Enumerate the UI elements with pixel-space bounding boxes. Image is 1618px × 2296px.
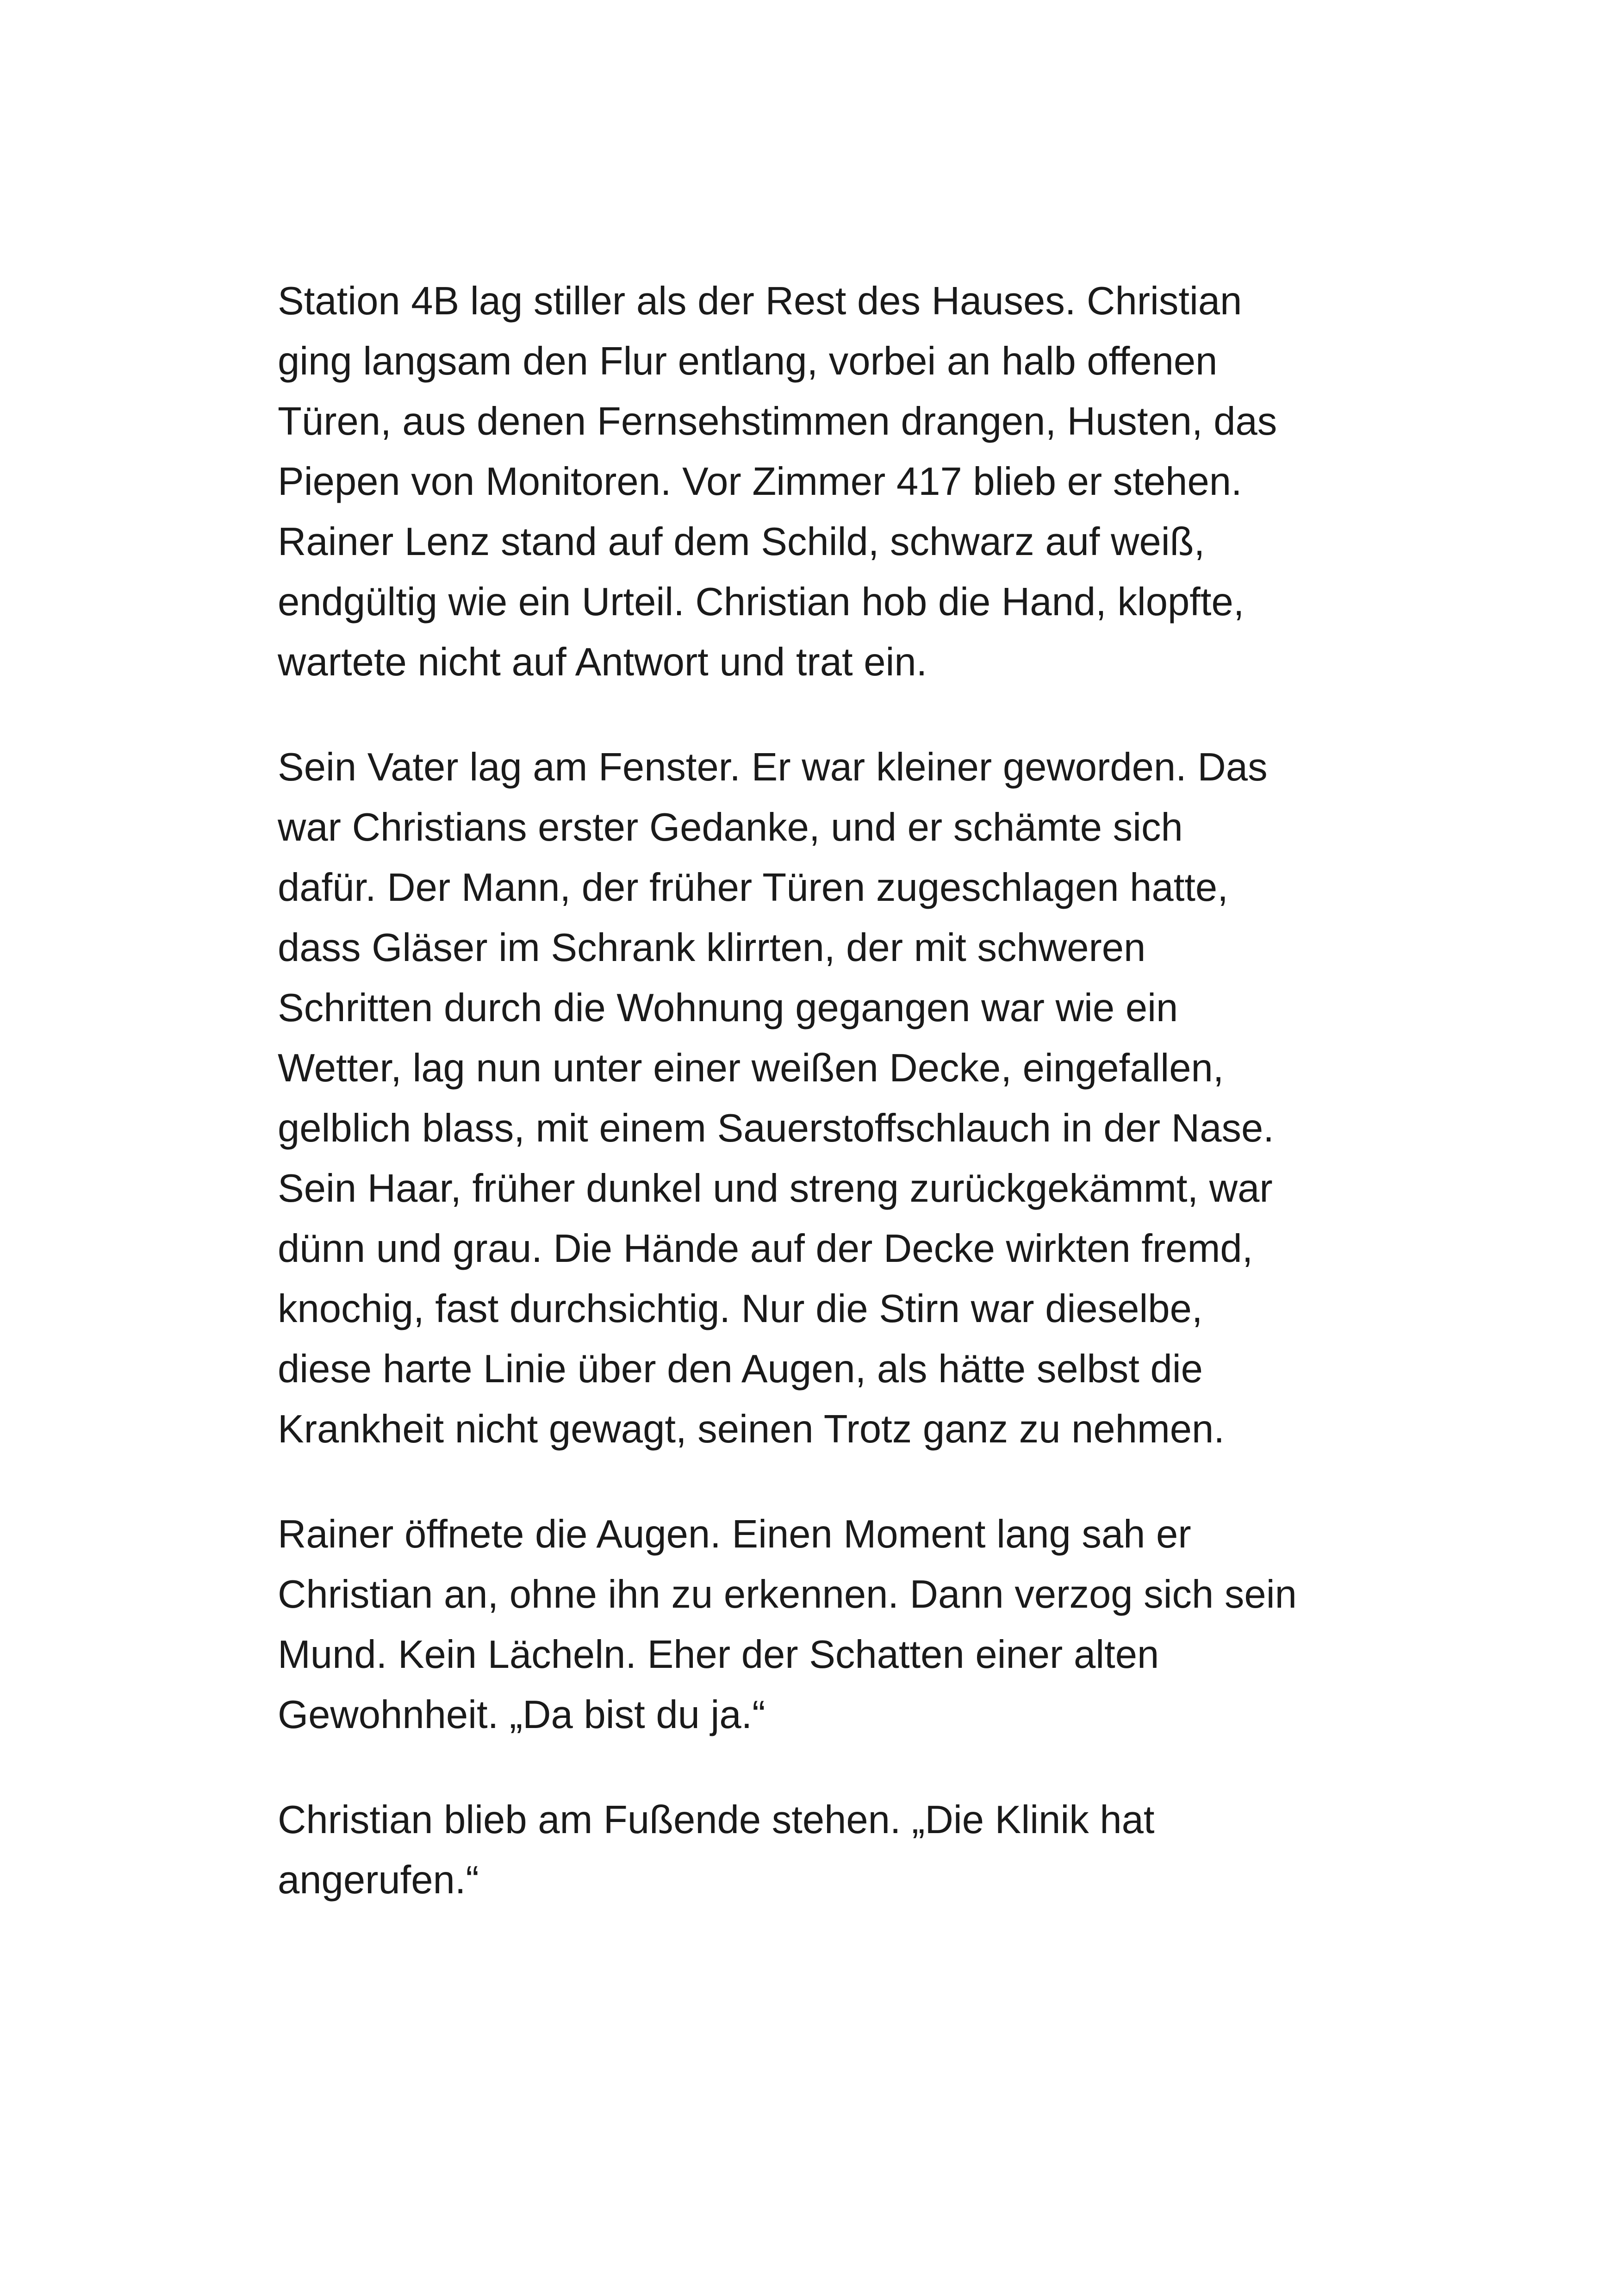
text-line: Gewohnheit. „Da bist du ja.“	[278, 1693, 765, 1737]
text-line: Türen, aus denen Fernsehstimmen drangen, Husten, das	[278, 399, 1277, 443]
text-line: angerufen.“	[278, 1858, 479, 1902]
text-line: Christian an, ohne ihn zu erkennen. Dann verzog sich sein	[278, 1572, 1297, 1616]
text-line: dass Gläser im Schrank klirrten, der mit schweren	[278, 926, 1146, 970]
text-line: dünn und grau. Die Hände auf der Decke wirkten fremd,	[278, 1227, 1253, 1271]
paragraph-3	[278, 1504, 1365, 1745]
text-line: knochig, fast durchsichtig. Nur die Stirn war dieselbe,	[278, 1287, 1203, 1331]
text-line: Christian blieb am Fußende stehen. „Die Klinik hat	[278, 1798, 1155, 1842]
paragraph-2	[278, 737, 1365, 1460]
text-line: dafür. Der Mann, der früher Türen zugeschlagen hatte,	[278, 866, 1228, 910]
text-line: Schritten durch die Wohnung gegangen war wie ein	[278, 986, 1178, 1030]
text-line: Wetter, lag nun unter einer weißen Decke, eingefallen,	[278, 1046, 1224, 1090]
text-line: Sein Haar, früher dunkel und streng zurückgekämmt, war	[278, 1167, 1273, 1210]
text-line: Station 4B lag stiller als der Rest des Hauses. Christian	[278, 279, 1242, 323]
text-line: ging langsam den Flur entlang, vorbei an halb offenen	[278, 339, 1218, 383]
text-line: Piepen von Monitoren. Vor Zimmer 417 blieb er stehen.	[278, 460, 1242, 504]
text-line: Sein Vater lag am Fenster. Er war kleiner geworden. Das	[278, 745, 1268, 789]
paragraph-4	[278, 1790, 1365, 1910]
text-line: wartete nicht auf Antwort und trat ein.	[278, 640, 927, 684]
text-line: Rainer Lenz stand auf dem Schild, schwarz auf weiß,	[278, 520, 1205, 564]
text-line: Rainer öffnete die Augen. Einen Moment lang sah er	[278, 1512, 1191, 1556]
text-line: Krankheit nicht gewagt, seinen Trotz ganz zu nehmen.	[278, 1407, 1225, 1451]
body-text	[278, 271, 1365, 1955]
text-line: endgültig wie ein Urteil. Christian hob die Hand, klopfte,	[278, 580, 1245, 624]
text-line: diese harte Linie über den Augen, als hätte selbst die	[278, 1347, 1203, 1391]
text-line: war Christians erster Gedanke, und er schämte sich	[278, 805, 1183, 849]
text-line: gelblich blass, mit einem Sauerstoffschlauch in der Nase.	[278, 1106, 1274, 1150]
text-line: Mund. Kein Lächeln. Eher der Schatten einer alten	[278, 1633, 1159, 1677]
paragraph-1	[278, 271, 1365, 693]
